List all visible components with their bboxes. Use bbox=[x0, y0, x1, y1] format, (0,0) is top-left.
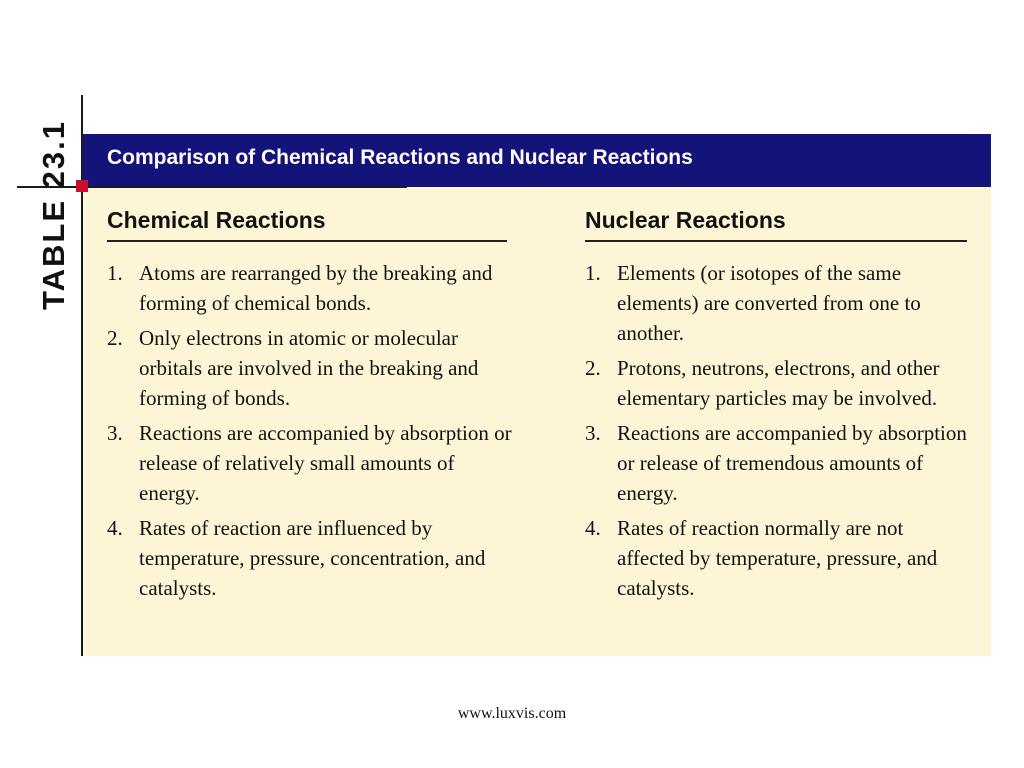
item-text: Reactions are accompanied by absorption or release of tremendous amounts of energy. bbox=[617, 421, 967, 505]
table-title: Comparison of Chemical Reactions and Nuclear Reactions bbox=[107, 146, 693, 169]
list-item bbox=[585, 418, 975, 508]
item-text: Atoms are rearranged by the breaking and forming of chemical bonds. bbox=[139, 261, 493, 315]
table-number-label: TABLE 23.1 bbox=[36, 120, 71, 310]
item-text: Protons, neutrons, electrons, and other elementary particles may be involved. bbox=[617, 356, 940, 410]
item-number: 2. bbox=[107, 326, 123, 350]
nuclear-column-rule bbox=[585, 240, 967, 242]
item-number: 1. bbox=[585, 261, 601, 285]
item-text: Rates of reaction normally are not affected by temperature, pressure, and catalysts. bbox=[617, 516, 938, 600]
item-number: 3. bbox=[107, 421, 123, 445]
item-text: Only electrons in atomic or molecular orbitals are involved in the breaking and forming of bonds. bbox=[139, 326, 479, 410]
list-item bbox=[107, 513, 517, 603]
item-number: 3. bbox=[585, 421, 601, 445]
item-number: 4. bbox=[107, 516, 123, 540]
list-item bbox=[585, 258, 975, 348]
item-number: 1. bbox=[107, 261, 123, 285]
footer-url[interactable]: www.luxvis.com bbox=[457, 705, 567, 722]
item-number: 2. bbox=[585, 356, 601, 380]
list-item bbox=[107, 323, 517, 413]
nuclear-column-heading: Nuclear Reactions bbox=[585, 207, 786, 233]
nuclear-list bbox=[585, 258, 975, 608]
chemical-column-heading: Chemical Reactions bbox=[107, 207, 326, 233]
chemical-column-rule bbox=[107, 240, 507, 242]
item-text: Elements (or isotopes of the same elements) are converted from one to another. bbox=[617, 261, 921, 345]
item-number: 4. bbox=[585, 516, 601, 540]
list-item bbox=[585, 353, 975, 413]
list-item bbox=[107, 418, 517, 508]
list-item bbox=[585, 513, 975, 603]
list-item bbox=[107, 258, 517, 318]
item-text: Reactions are accompanied by absorption or release of relatively small amounts of energy. bbox=[139, 421, 512, 505]
red-marker bbox=[76, 180, 88, 192]
chemical-list bbox=[107, 258, 517, 608]
item-text: Rates of reaction are influenced by temperature, pressure, concentration, and catalysts. bbox=[139, 516, 486, 600]
